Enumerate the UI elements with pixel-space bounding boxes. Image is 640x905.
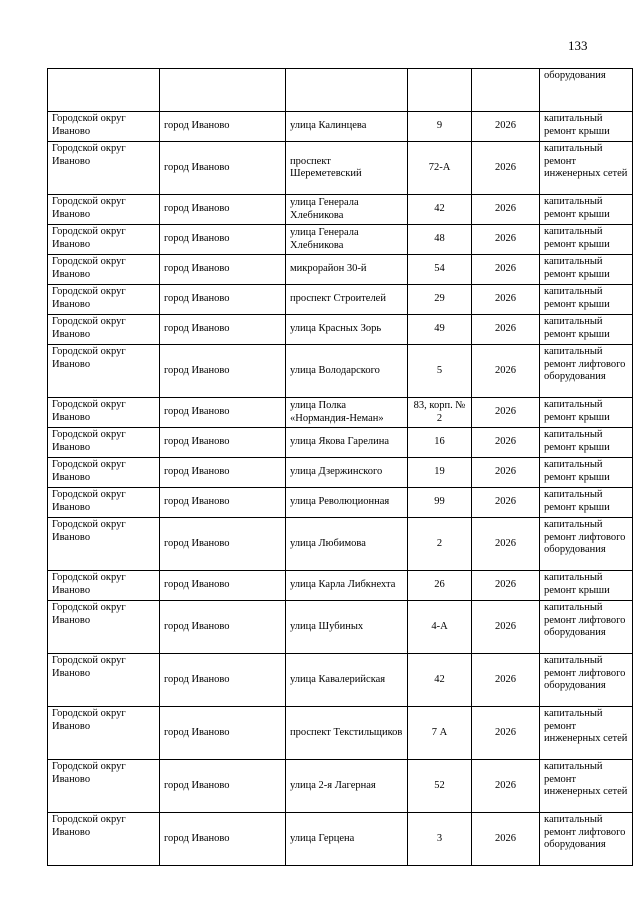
work-type-cell: оборудования bbox=[540, 69, 633, 112]
work-type-cell: капитальный ремонт крыши bbox=[540, 225, 633, 255]
year-cell: 2026 bbox=[472, 315, 540, 345]
house-number-cell: 83, корп. № 2 bbox=[408, 398, 472, 428]
district-cell: Городской округ Иваново bbox=[48, 255, 160, 285]
continuation-row bbox=[48, 69, 633, 112]
street-cell: микрорайон 30-й bbox=[286, 255, 408, 285]
street-cell: проспект Текстильщиков bbox=[286, 707, 408, 760]
street-cell: проспект Шереметевский bbox=[286, 142, 408, 195]
district-cell: Городской округ Иваново bbox=[48, 398, 160, 428]
street-cell: улица Генерала Хлебникова bbox=[286, 195, 408, 225]
table-row bbox=[48, 601, 633, 654]
table-row bbox=[48, 813, 633, 866]
district-cell: Городской округ Иваново bbox=[48, 654, 160, 707]
district-cell: Городской округ Иваново bbox=[48, 345, 160, 398]
city-cell: город Иваново bbox=[160, 813, 286, 866]
house-number-cell: 54 bbox=[408, 255, 472, 285]
table-row bbox=[48, 488, 633, 518]
year-cell: 2026 bbox=[472, 760, 540, 813]
city-cell: город Иваново bbox=[160, 142, 286, 195]
work-type-cell: капитальный ремонт крыши bbox=[540, 398, 633, 428]
city-cell: город Иваново bbox=[160, 112, 286, 142]
city-cell: город Иваново bbox=[160, 195, 286, 225]
year-cell: 2026 bbox=[472, 813, 540, 866]
house-number-cell: 42 bbox=[408, 654, 472, 707]
street-cell: улица Полка «Нормандия-Неман» bbox=[286, 398, 408, 428]
work-type-cell: капитальный ремонт крыши bbox=[540, 458, 633, 488]
district-cell: Городской округ Иваново bbox=[48, 195, 160, 225]
city-cell: город Иваново bbox=[160, 428, 286, 458]
table-row bbox=[48, 760, 633, 813]
city-cell: город Иваново bbox=[160, 458, 286, 488]
house-number-cell: 29 bbox=[408, 285, 472, 315]
city-cell: город Иваново bbox=[160, 601, 286, 654]
city-cell: город Иваново bbox=[160, 345, 286, 398]
house-number-cell: 49 bbox=[408, 315, 472, 345]
house-number-cell: 9 bbox=[408, 112, 472, 142]
city-cell: город Иваново bbox=[160, 285, 286, 315]
house-number-cell: 2 bbox=[408, 518, 472, 571]
district-cell: Городской округ Иваново bbox=[48, 285, 160, 315]
work-type-cell: капитальный ремонт крыши bbox=[540, 571, 633, 601]
street-cell: улица Калинцева bbox=[286, 112, 408, 142]
page-number: 133 bbox=[568, 38, 588, 53]
table-row bbox=[48, 707, 633, 760]
house-number-cell: 48 bbox=[408, 225, 472, 255]
district-cell: Городской округ Иваново bbox=[48, 225, 160, 255]
work-type-cell: капитальный ремонт крыши bbox=[540, 315, 633, 345]
table-row bbox=[48, 112, 633, 142]
street-cell: улица 2-я Лагерная bbox=[286, 760, 408, 813]
street-cell: улица Генерала Хлебникова bbox=[286, 225, 408, 255]
work-type-cell: капитальный ремонт инженерных сетей bbox=[540, 707, 633, 760]
district-cell: Городской округ Иваново bbox=[48, 760, 160, 813]
year-cell: 2026 bbox=[472, 654, 540, 707]
year-cell: 2026 bbox=[472, 571, 540, 601]
street-cell: улица Шубиных bbox=[286, 601, 408, 654]
house-number-cell: 4-А bbox=[408, 601, 472, 654]
street-cell: улица Якова Гарелина bbox=[286, 428, 408, 458]
district-cell: Городской округ Иваново bbox=[48, 142, 160, 195]
table-row bbox=[48, 142, 633, 195]
work-type-cell: капитальный ремонт лифтового оборудования bbox=[540, 654, 633, 707]
year-cell: 2026 bbox=[472, 458, 540, 488]
city-cell: город Иваново bbox=[160, 760, 286, 813]
district-cell: Городской округ Иваново bbox=[48, 813, 160, 866]
table-row bbox=[48, 255, 633, 285]
street-cell: улица Кавалерийская bbox=[286, 654, 408, 707]
table-row bbox=[48, 428, 633, 458]
year-cell: 2026 bbox=[472, 195, 540, 225]
district-cell: Городской округ Иваново bbox=[48, 601, 160, 654]
district-cell: Городской округ Иваново bbox=[48, 707, 160, 760]
city-cell: город Иваново bbox=[160, 707, 286, 760]
work-type-cell: капитальный ремонт крыши bbox=[540, 112, 633, 142]
house-number-cell: 5 bbox=[408, 345, 472, 398]
house-number-cell: 26 bbox=[408, 571, 472, 601]
house-number-cell: 3 bbox=[408, 813, 472, 866]
district-cell: Городской округ Иваново bbox=[48, 518, 160, 571]
city-cell: город Иваново bbox=[160, 225, 286, 255]
year-cell: 2026 bbox=[472, 707, 540, 760]
street-cell: улица Революционная bbox=[286, 488, 408, 518]
work-type-cell: капитальный ремонт крыши bbox=[540, 488, 633, 518]
table-row bbox=[48, 654, 633, 707]
district-cell: Городской округ Иваново bbox=[48, 428, 160, 458]
work-type-cell: капитальный ремонт лифтового оборудования bbox=[540, 601, 633, 654]
work-type-cell: капитальный ремонт крыши bbox=[540, 195, 633, 225]
year-cell: 2026 bbox=[472, 112, 540, 142]
work-type-cell: капитальный ремонт лифтового оборудования bbox=[540, 813, 633, 866]
street-cell: улица Любимова bbox=[286, 518, 408, 571]
year-cell: 2026 bbox=[472, 345, 540, 398]
house-number-cell: 19 bbox=[408, 458, 472, 488]
repair-schedule-table bbox=[47, 68, 633, 866]
city-cell: город Иваново bbox=[160, 398, 286, 428]
city-cell: город Иваново bbox=[160, 518, 286, 571]
district-cell: Городской округ Иваново bbox=[48, 571, 160, 601]
street-cell: проспект Строителей bbox=[286, 285, 408, 315]
year-cell: 2026 bbox=[472, 225, 540, 255]
house-number-cell: 72-А bbox=[408, 142, 472, 195]
work-type-cell: капитальный ремонт крыши bbox=[540, 285, 633, 315]
table-row bbox=[48, 315, 633, 345]
year-cell: 2026 bbox=[472, 398, 540, 428]
year-cell: 2026 bbox=[472, 285, 540, 315]
table-row bbox=[48, 398, 633, 428]
street-cell: улица Дзержинского bbox=[286, 458, 408, 488]
table-row bbox=[48, 195, 633, 225]
district-cell: Городской округ Иваново bbox=[48, 112, 160, 142]
city-cell: город Иваново bbox=[160, 571, 286, 601]
city-cell: город Иваново bbox=[160, 654, 286, 707]
table-row bbox=[48, 285, 633, 315]
street-cell: улица Карла Либкнехта bbox=[286, 571, 408, 601]
year-cell: 2026 bbox=[472, 601, 540, 654]
house-number-cell: 7 А bbox=[408, 707, 472, 760]
table-row bbox=[48, 458, 633, 488]
work-type-cell: капитальный ремонт лифтового оборудования bbox=[540, 345, 633, 398]
work-type-cell: капитальный ремонт инженерных сетей bbox=[540, 142, 633, 195]
city-cell: город Иваново bbox=[160, 255, 286, 285]
street-cell: улица Герцена bbox=[286, 813, 408, 866]
year-cell: 2026 bbox=[472, 255, 540, 285]
house-number-cell: 16 bbox=[408, 428, 472, 458]
house-number-cell: 99 bbox=[408, 488, 472, 518]
year-cell: 2026 bbox=[472, 488, 540, 518]
year-cell: 2026 bbox=[472, 142, 540, 195]
district-cell: Городской округ Иваново bbox=[48, 488, 160, 518]
house-number-cell: 52 bbox=[408, 760, 472, 813]
street-cell: улица Володарского bbox=[286, 345, 408, 398]
work-type-cell: капитальный ремонт крыши bbox=[540, 255, 633, 285]
district-cell: Городской округ Иваново bbox=[48, 458, 160, 488]
house-number-cell: 42 bbox=[408, 195, 472, 225]
table-row bbox=[48, 518, 633, 571]
year-cell: 2026 bbox=[472, 428, 540, 458]
table-row bbox=[48, 225, 633, 255]
city-cell: город Иваново bbox=[160, 488, 286, 518]
city-cell: город Иваново bbox=[160, 315, 286, 345]
table-row bbox=[48, 571, 633, 601]
street-cell: улица Красных Зорь bbox=[286, 315, 408, 345]
work-type-cell: капитальный ремонт крыши bbox=[540, 428, 633, 458]
district-cell: Городской округ Иваново bbox=[48, 315, 160, 345]
table-row bbox=[48, 345, 633, 398]
work-type-cell: капитальный ремонт лифтового оборудования bbox=[540, 518, 633, 571]
work-type-cell: капитальный ремонт инженерных сетей bbox=[540, 760, 633, 813]
year-cell: 2026 bbox=[472, 518, 540, 571]
